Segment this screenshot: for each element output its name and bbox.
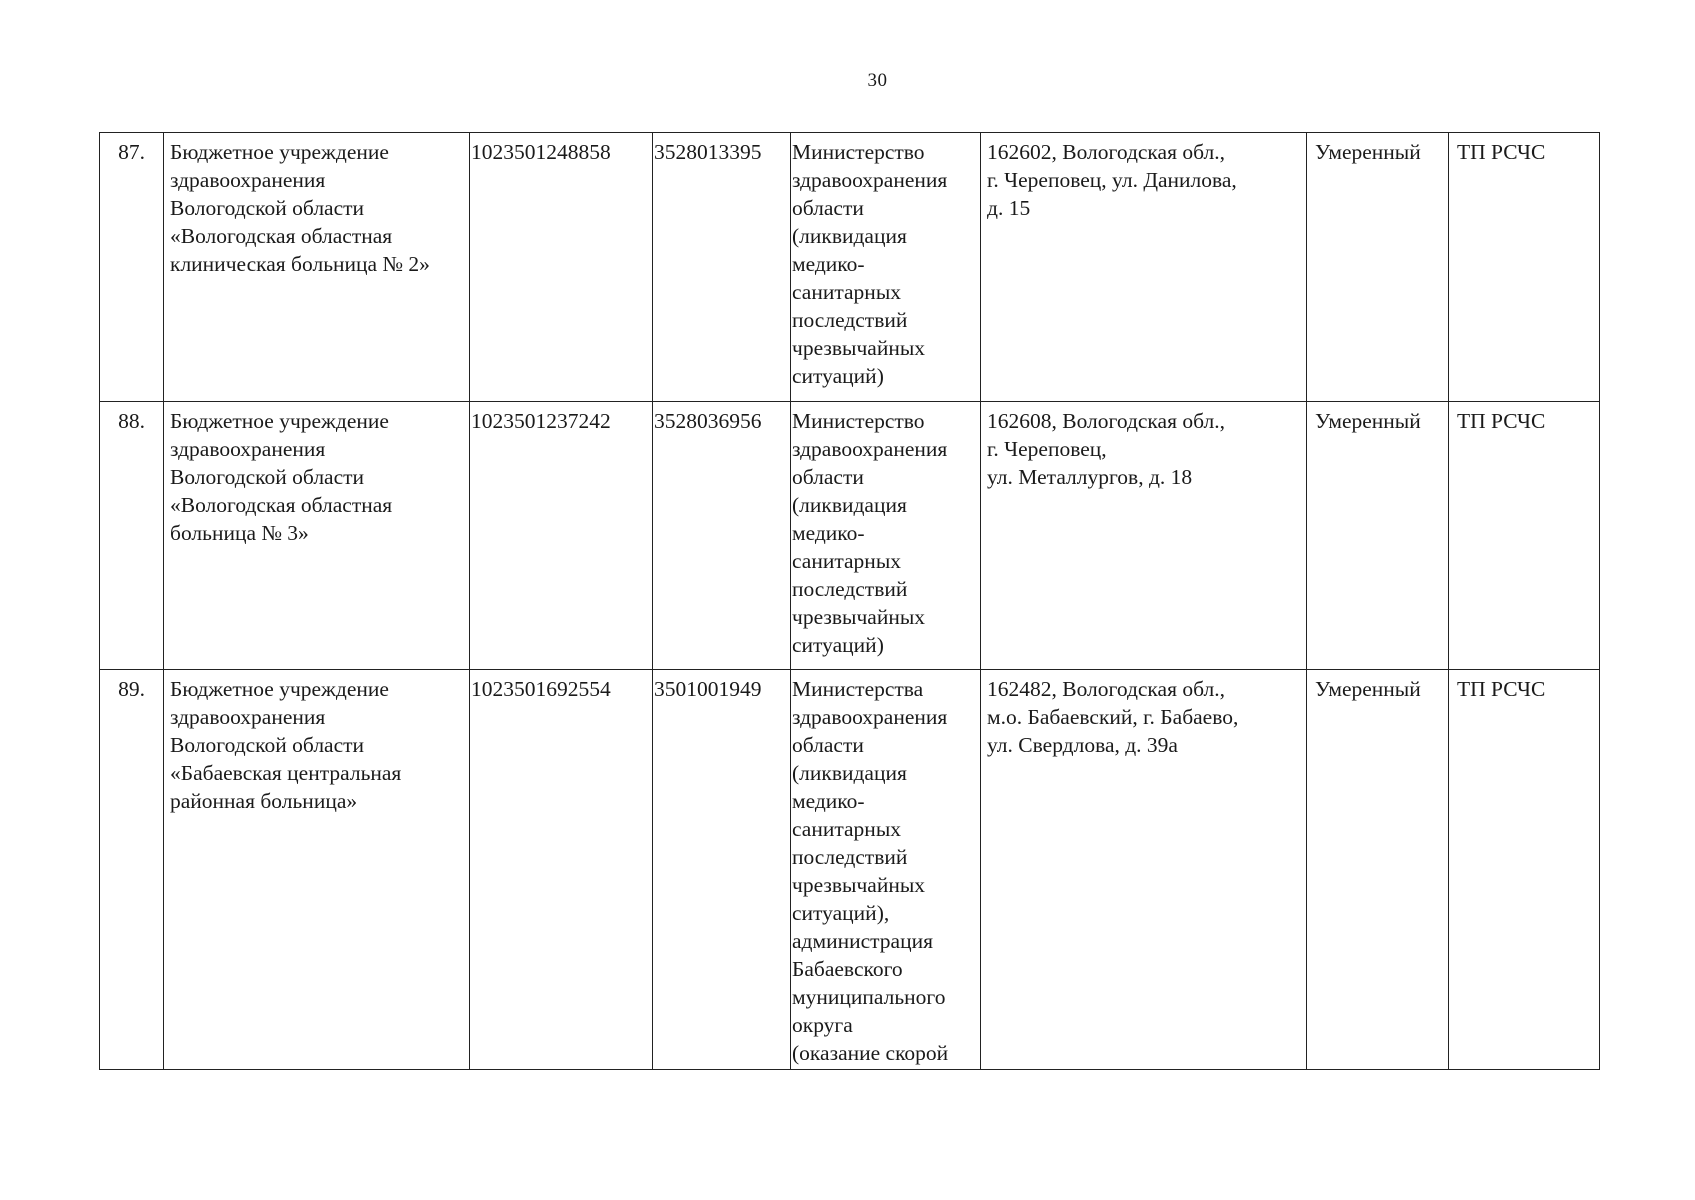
address-cell: 162602, Вологодская обл., г. Череповец, ул. Данилова, д. 15: [981, 133, 1307, 402]
risk-level-cell: Умеренный: [1307, 670, 1449, 1070]
table-row: [100, 402, 1600, 670]
inn-cell: 3528013395: [653, 133, 791, 402]
inn-cell: 3528036956: [653, 402, 791, 670]
ogrn-cell: 1023501237242: [470, 402, 653, 670]
table-row: [100, 670, 1600, 1070]
row-number-cell: 88.: [100, 402, 164, 670]
subsystem-cell: ТП РСЧС: [1449, 670, 1600, 1070]
authority-cell: Министерства здравоохранения области (ликвидация медико- санитарных последствий чрезвычайных ситуаций), администрация Бабаевского муниципального округа (оказание скорой: [791, 670, 981, 1070]
address-cell: 162482, Вологодская обл., м.о. Бабаевский, г. Бабаево, ул. Свердлова, д. 39а: [981, 670, 1307, 1070]
risk-level-cell: Умеренный: [1307, 402, 1449, 670]
subsystem-cell: ТП РСЧС: [1449, 402, 1600, 670]
subsystem-cell: ТП РСЧС: [1449, 133, 1600, 402]
page-number: 30: [867, 70, 888, 91]
registry-table: [99, 132, 1600, 1070]
risk-level-cell: Умеренный: [1307, 133, 1449, 402]
ogrn-cell: 1023501248858: [470, 133, 653, 402]
ogrn-cell: 1023501692554: [470, 670, 653, 1070]
inn-cell: 3501001949: [653, 670, 791, 1070]
table-row: [100, 133, 1600, 402]
organization-name-cell: Бюджетное учреждение здравоохранения Вологодской области «Вологодская областная клиническая больница № 2»: [164, 133, 470, 402]
authority-cell: Министерство здравоохранения области (ликвидация медико- санитарных последствий чрезвычайных ситуаций): [791, 402, 981, 670]
authority-cell: Министерство здравоохранения области (ликвидация медико- санитарных последствий чрезвычайных ситуаций): [791, 133, 981, 402]
row-number-cell: 87.: [100, 133, 164, 402]
row-number-cell: 89.: [100, 670, 164, 1070]
organization-name-cell: Бюджетное учреждение здравоохранения Вологодской области «Вологодская областная больница № 3»: [164, 402, 470, 670]
organization-name-cell: Бюджетное учреждение здравоохранения Вологодской области «Бабаевская центральная районная больница»: [164, 670, 470, 1070]
address-cell: 162608, Вологодская обл., г. Череповец, ул. Металлургов, д. 18: [981, 402, 1307, 670]
